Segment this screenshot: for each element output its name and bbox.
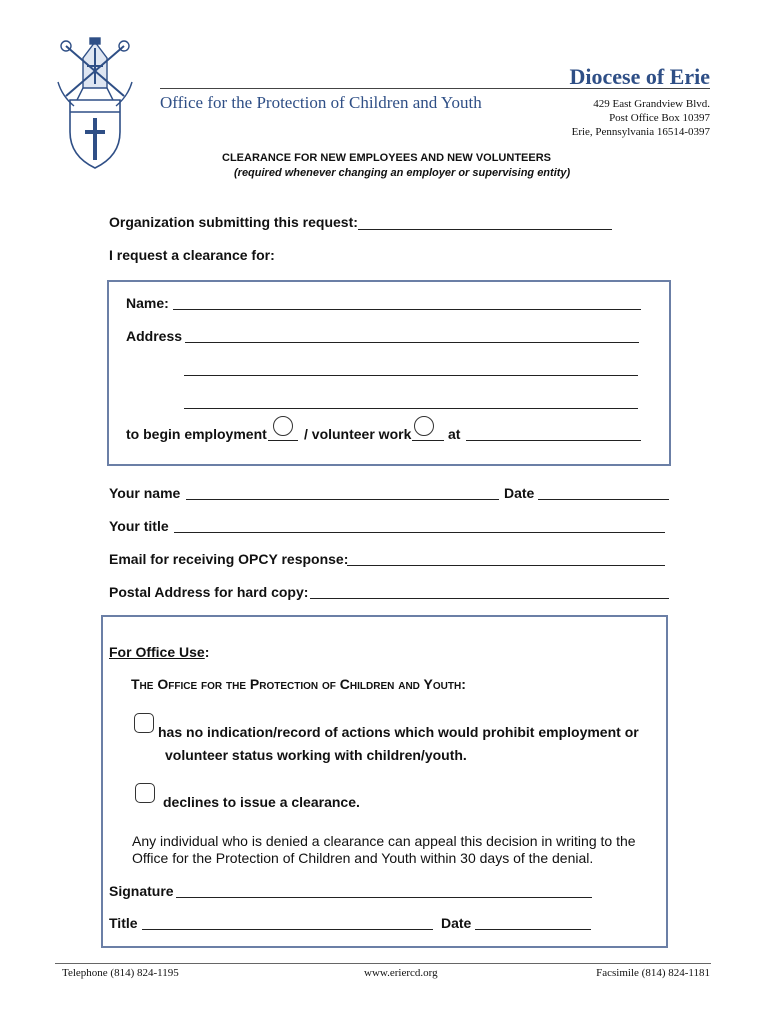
- organization-label: Organization submitting this request:: [109, 214, 358, 230]
- footer-rule: [55, 963, 711, 964]
- date-label: Date: [504, 485, 535, 501]
- office-title-label: Title: [109, 915, 138, 931]
- footer-telephone: Telephone (814) 824-1195: [62, 967, 179, 979]
- employment-blank: [268, 440, 298, 441]
- address-line-3: Erie, Pennsylvania 16514-0397: [571, 126, 710, 138]
- at-field[interactable]: [466, 440, 641, 441]
- appeal-text-2: Office for the Protection of Children and Youth within 30 days of the denial.: [132, 850, 594, 866]
- office-title-field[interactable]: [142, 929, 433, 930]
- volunteer-radio[interactable]: [414, 416, 434, 436]
- postal-address-label: Postal Address for hard copy:: [109, 584, 309, 600]
- address-field-3[interactable]: [184, 408, 638, 409]
- form-subtitle: (required whenever changing an employer or supervising entity): [234, 167, 571, 179]
- your-title-field[interactable]: [174, 532, 665, 533]
- at-label: at: [448, 426, 461, 442]
- decline-text: declines to issue a clearance.: [163, 794, 360, 810]
- email-label: Email for receiving OPCY response:: [109, 551, 349, 567]
- address-field-1[interactable]: [185, 342, 639, 343]
- office-date-field[interactable]: [475, 929, 591, 930]
- header-rule: [160, 88, 710, 89]
- office-date-label: Date: [441, 915, 472, 931]
- office-use-heading-text: For Office Use: [109, 644, 205, 660]
- signature-field[interactable]: [176, 897, 592, 898]
- no-record-checkbox[interactable]: [134, 713, 154, 733]
- form-title: CLEARANCE FOR NEW EMPLOYEES AND NEW VOLUNTEERS: [222, 152, 551, 164]
- organization-field[interactable]: [358, 229, 612, 230]
- address-label: Address: [126, 328, 183, 344]
- your-name-label: Your name: [109, 485, 181, 501]
- decline-checkbox[interactable]: [135, 783, 155, 803]
- office-use-heading: [109, 644, 209, 660]
- footer-website[interactable]: www.eriercd.org: [364, 967, 438, 979]
- name-label: Name:: [126, 295, 169, 311]
- office-statement: The Office for the Protection of Children and Youth:: [131, 676, 466, 692]
- office-use-colon: :: [204, 644, 210, 660]
- name-field[interactable]: [173, 309, 641, 310]
- begin-employment-label: to begin employment: [126, 426, 267, 442]
- email-field[interactable]: [347, 565, 665, 566]
- diocese-crest-logo: [52, 36, 138, 172]
- your-name-field[interactable]: [186, 499, 499, 500]
- footer-fax: Facsimile (814) 824-1181: [596, 967, 710, 979]
- signature-label: Signature: [109, 883, 174, 899]
- diocese-title: Diocese of Erie: [569, 64, 710, 89]
- no-record-text-2: volunteer status working with children/youth.: [165, 747, 467, 763]
- office-name: Office for the Protection of Children and Youth: [160, 93, 482, 112]
- address-field-2[interactable]: [184, 375, 638, 376]
- postal-address-field[interactable]: [310, 598, 669, 599]
- appeal-text-1: Any individual who is denied a clearance can appeal this decision in writing to the: [132, 833, 636, 849]
- your-title-label: Your title: [109, 518, 169, 534]
- address-line-1: 429 East Grandview Blvd.: [593, 98, 710, 110]
- request-label: I request a clearance for:: [109, 247, 275, 263]
- office-use-box: [101, 615, 668, 948]
- date-field[interactable]: [538, 499, 669, 500]
- no-record-text-1: has no indication/record of actions which would prohibit employment or: [158, 724, 639, 740]
- volunteer-blank: [412, 440, 444, 441]
- address-line-2: Post Office Box 10397: [609, 112, 710, 124]
- employment-radio[interactable]: [273, 416, 293, 436]
- volunteer-work-label: / volunteer work: [304, 426, 412, 442]
